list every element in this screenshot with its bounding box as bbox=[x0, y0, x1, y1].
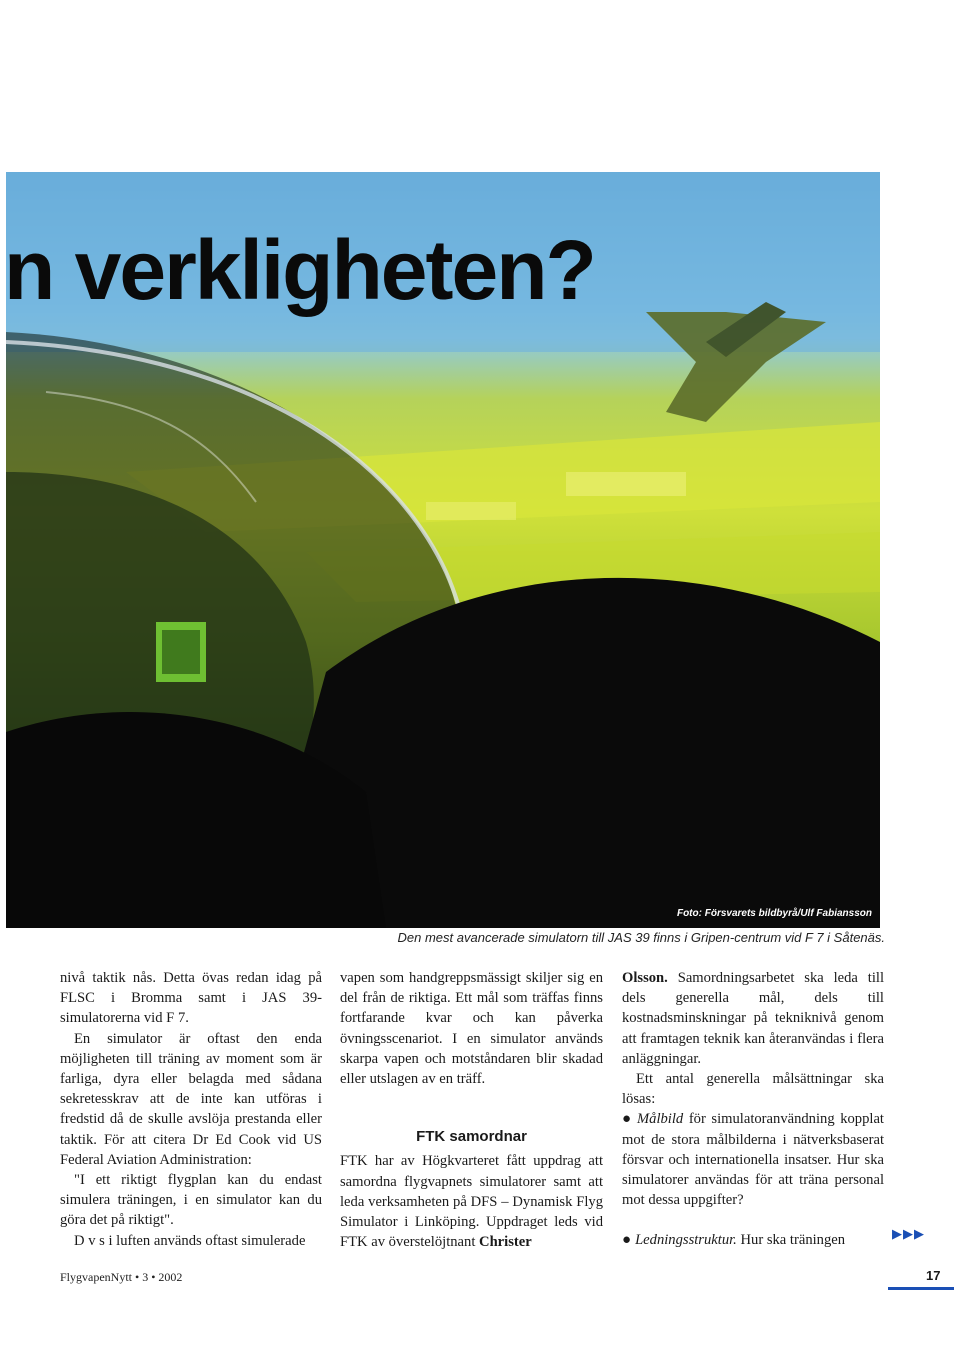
bullet-item bbox=[622, 1230, 884, 1250]
bullet-label: Ledningsstruktur. bbox=[635, 1232, 737, 1249]
bullet-item bbox=[622, 1109, 884, 1210]
jet-fighter bbox=[646, 302, 826, 422]
paragraph: vapen som handgreppsmässigt skiljer sig en del från de riktiga. Ett mål som träffas finns fortfarande kvar och kan påverka övningsscenariot. I en simulator används skarpa vapen och motståndaren blir skadad eller utslagen av en träff. bbox=[340, 970, 603, 1088]
bullet-text: Hur ska träningen bbox=[740, 1232, 846, 1249]
bullet-icon: ● bbox=[622, 1232, 632, 1249]
article-column-1 bbox=[60, 968, 322, 1251]
paragraph: En simulator är oftast den enda möjligheten till träning av moment som är farliga, dyra eller belagda med sådana sekretesskrav att de inte kan utföras i fredstid då de skulle avslöja prestanda eller taktik. För att citera Dr Ed Cook vid US Federal Aviation Administration: bbox=[60, 1030, 322, 1168]
bullet-icon: ● bbox=[622, 1111, 633, 1128]
bullet-label: Målbild bbox=[637, 1111, 684, 1128]
article-column-2 bbox=[340, 968, 603, 1252]
paragraph: D v s i luften används oftast simulerade bbox=[74, 1232, 306, 1249]
paragraph-text: FTK har av Högkvarteret fått uppdrag att samordna flygvapnets simulatorer samt att leda verksamheten på DFS – Dynamisk Flyg Simulator i Linköping. Uppdraget leds vid FTK av överstelöjtnant bbox=[340, 1153, 603, 1251]
person-name: Christer bbox=[479, 1234, 532, 1251]
page-number: 17 bbox=[926, 1268, 941, 1283]
page-rule bbox=[888, 1287, 954, 1290]
article-column-3 bbox=[622, 968, 884, 1251]
quote: "I ett riktigt flygplan kan du endast simulera träningen, i en simulator kan du göra det på riktigt". bbox=[60, 1172, 322, 1229]
paragraph: nivå taktik nås. Detta övas redan idag på FLSC i Bromma samt i JAS 39-simulatorerna vid F 7. bbox=[60, 970, 322, 1027]
continue-arrows-icon: ▶▶▶ bbox=[892, 1227, 925, 1242]
person-name: Olsson. bbox=[622, 970, 668, 986]
paragraph-text: Samordningsarbetet ska leda till dels generella mål, dels till kostnadsminskningar på tekniknivå genom att framtagen teknik kan återanvändas i flera anläggningar. bbox=[622, 970, 884, 1067]
photo-caption: Den mest avancerade simulatorn till JAS 39 finns i Gripen-centrum vid F 7 i Såtenäs. bbox=[397, 930, 885, 945]
headline: n verkligheten? bbox=[4, 223, 595, 317]
bullet-text: för simulatoranvändning kopplat mot de stora målbilderna i nätverksbaserat försvar och internationella insatser. Hur ska simulatorer användas för att träna personal mot dessa uppgifter? bbox=[622, 1111, 884, 1209]
paragraph bbox=[340, 1151, 603, 1252]
magazine-footer: FlygvapenNytt • 3 • 2002 bbox=[60, 1270, 183, 1284]
section-heading: FTK samordnar bbox=[416, 1128, 527, 1146]
paragraph bbox=[622, 968, 884, 1069]
paragraph: Ett antal generella målsättningar ska lösas: bbox=[622, 1071, 884, 1108]
photo-credit: Foto: Försvarets bildbyrå/Ulf Fabiansson bbox=[676, 908, 872, 919]
